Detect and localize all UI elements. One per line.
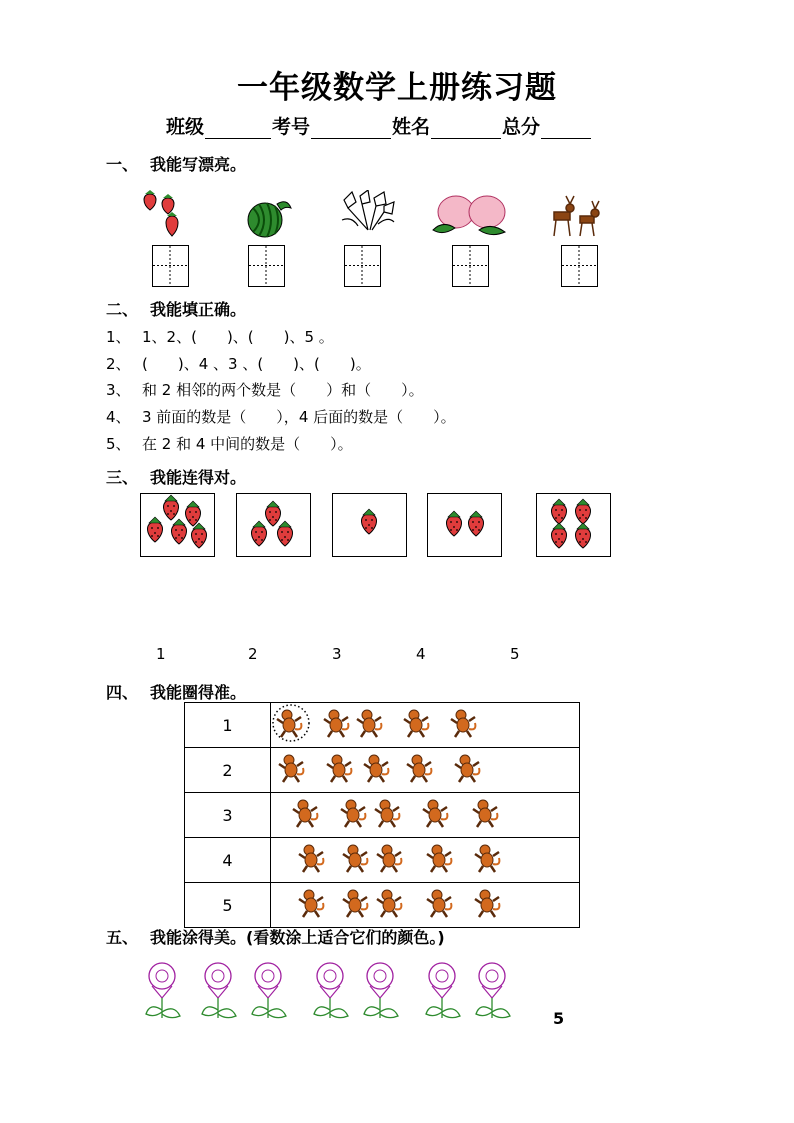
monkey-cell[interactable] bbox=[271, 838, 580, 883]
question-5 bbox=[106, 433, 353, 454]
question-text: ( )、4 、3 、( )、( )。 bbox=[142, 355, 371, 373]
monkey-icon bbox=[327, 755, 351, 782]
monkey-icon bbox=[427, 845, 451, 872]
flower-icon[interactable] bbox=[146, 963, 180, 1018]
monkey-icon bbox=[357, 710, 381, 737]
name-label: 姓名 bbox=[392, 116, 431, 138]
question-2 bbox=[106, 353, 371, 374]
monkey-icon bbox=[299, 890, 323, 917]
student-info-line bbox=[166, 112, 592, 139]
monkey-cell[interactable] bbox=[271, 703, 580, 748]
strawberry-icon bbox=[266, 501, 281, 526]
strawberry-icon bbox=[148, 517, 163, 542]
match-number[interactable]: 4 bbox=[416, 645, 426, 663]
question-1 bbox=[106, 326, 334, 347]
match-number[interactable]: 1 bbox=[156, 645, 166, 663]
monkey-icon bbox=[364, 755, 388, 782]
name-blank[interactable] bbox=[431, 118, 501, 139]
section-number: 四、 bbox=[106, 683, 139, 702]
strawberry-icon bbox=[552, 523, 567, 548]
row-number: 2 bbox=[185, 748, 271, 793]
strawberry-icon bbox=[166, 212, 178, 236]
match-box-4[interactable] bbox=[427, 493, 502, 557]
monkey-icon bbox=[343, 845, 367, 872]
table-row bbox=[185, 703, 580, 748]
score-label: 总分 bbox=[502, 116, 541, 138]
section-title: 我能填正确。 bbox=[150, 300, 247, 319]
monkey-icon bbox=[455, 755, 479, 782]
question-4 bbox=[106, 406, 456, 427]
strawberry-icon bbox=[186, 501, 201, 526]
exam-no-label: 考号 bbox=[272, 116, 311, 138]
section-2-heading bbox=[106, 297, 246, 320]
page-title: 一年级数学上册练习题 bbox=[237, 70, 557, 106]
flower-icon[interactable] bbox=[202, 963, 236, 1018]
deer-picture bbox=[546, 192, 606, 240]
strawberry-icon bbox=[164, 495, 179, 520]
monkey-icon bbox=[324, 710, 348, 737]
strawberry-icon bbox=[447, 511, 462, 536]
strawberry-icon bbox=[172, 519, 187, 544]
monkey-icon bbox=[341, 800, 365, 827]
strawberries-picture bbox=[138, 190, 186, 240]
monkey-icon bbox=[451, 710, 475, 737]
table-row bbox=[185, 838, 580, 883]
section-number: 二、 bbox=[106, 300, 139, 319]
watermelon-picture bbox=[245, 196, 295, 240]
question-text: 1、2、( )、( )、5 。 bbox=[142, 328, 334, 346]
monkey-icon bbox=[279, 755, 303, 782]
monkey-icon bbox=[277, 710, 301, 737]
flower-icon[interactable] bbox=[314, 963, 348, 1018]
question-text: 在 2 和 4 中间的数是（ ）。 bbox=[142, 435, 353, 453]
match-number[interactable]: 3 bbox=[332, 645, 342, 663]
section-title: 我能圈得准。 bbox=[150, 683, 247, 702]
strawberry-icon bbox=[278, 521, 293, 546]
circle-table bbox=[184, 702, 580, 928]
flower-icon[interactable] bbox=[252, 963, 286, 1018]
question-3 bbox=[106, 379, 424, 400]
question-number: 4、 bbox=[106, 408, 131, 426]
row-number: 1 bbox=[185, 703, 271, 748]
match-box-1[interactable] bbox=[140, 493, 215, 557]
question-number: 3、 bbox=[106, 381, 131, 399]
section-1-heading bbox=[106, 152, 246, 175]
strawberry-icon bbox=[192, 523, 207, 548]
question-text: 3 前面的数是（ ），4 后面的数是（ ）。 bbox=[142, 408, 456, 426]
color-task-number: 5 bbox=[553, 1009, 565, 1028]
monkey-cell[interactable] bbox=[271, 793, 580, 838]
class-label: 班级 bbox=[166, 116, 205, 138]
writing-box[interactable] bbox=[152, 245, 189, 287]
match-box-2[interactable] bbox=[236, 493, 311, 557]
monkey-icon bbox=[293, 800, 317, 827]
monkey-icon bbox=[343, 890, 367, 917]
exam-no-blank[interactable] bbox=[311, 118, 391, 139]
writing-box[interactable] bbox=[344, 245, 381, 287]
match-box-3[interactable] bbox=[332, 493, 407, 557]
strawberry-icon bbox=[252, 521, 267, 546]
monkey-icon bbox=[423, 800, 447, 827]
section-title: 我能涂得美。(看数涂上适合它们的颜色。) bbox=[150, 928, 445, 947]
strawberry-icon bbox=[576, 523, 591, 548]
match-number[interactable]: 2 bbox=[248, 645, 258, 663]
monkey-cell[interactable] bbox=[271, 883, 580, 928]
monkey-icon bbox=[375, 800, 399, 827]
flowers-row[interactable] bbox=[138, 962, 518, 1024]
flowers-picture bbox=[338, 190, 398, 238]
question-text: 和 2 相邻的两个数是（ ）和（ ）。 bbox=[142, 381, 424, 399]
monkey-icon bbox=[377, 845, 401, 872]
flower-icon[interactable] bbox=[476, 963, 510, 1018]
strawberry-icon bbox=[469, 511, 484, 536]
match-number[interactable]: 5 bbox=[510, 645, 520, 663]
monkey-icon bbox=[427, 890, 451, 917]
strawberry-icon bbox=[576, 499, 591, 524]
table-row bbox=[185, 883, 580, 928]
row-number: 3 bbox=[185, 793, 271, 838]
section-number: 五、 bbox=[106, 928, 139, 947]
section-4-heading bbox=[106, 680, 246, 703]
monkey-icon bbox=[377, 890, 401, 917]
writing-box[interactable] bbox=[452, 245, 489, 287]
strawberry-icon bbox=[162, 194, 174, 214]
monkey-icon bbox=[473, 800, 497, 827]
section-title: 我能连得对。 bbox=[150, 468, 247, 487]
question-number: 5、 bbox=[106, 435, 131, 453]
monkey-icon bbox=[407, 755, 431, 782]
monkey-icon bbox=[404, 710, 428, 737]
flower-icon[interactable] bbox=[426, 963, 460, 1018]
match-box-5[interactable] bbox=[536, 493, 611, 557]
class-blank[interactable] bbox=[205, 118, 271, 139]
table-row bbox=[185, 793, 580, 838]
monkey-icon bbox=[475, 845, 499, 872]
section-number: 三、 bbox=[106, 468, 139, 487]
peaches-picture bbox=[429, 190, 511, 240]
writing-box[interactable] bbox=[248, 245, 285, 287]
table-row bbox=[185, 748, 580, 793]
row-number: 5 bbox=[185, 883, 271, 928]
writing-box[interactable] bbox=[561, 245, 598, 287]
section-5-heading bbox=[106, 925, 445, 948]
strawberry-icon bbox=[362, 509, 377, 534]
monkey-icon bbox=[475, 890, 499, 917]
strawberry-icon bbox=[552, 499, 567, 524]
row-number: 4 bbox=[185, 838, 271, 883]
monkey-icon bbox=[299, 845, 323, 872]
section-title: 我能写漂亮。 bbox=[150, 155, 247, 174]
monkey-cell[interactable] bbox=[271, 748, 580, 793]
score-blank[interactable] bbox=[541, 118, 591, 139]
strawberry-icon bbox=[144, 190, 156, 210]
flower-icon[interactable] bbox=[364, 963, 398, 1018]
question-number: 2、 bbox=[106, 355, 131, 373]
section-number: 一、 bbox=[106, 155, 139, 174]
section-3-heading bbox=[106, 465, 246, 488]
question-number: 1、 bbox=[106, 328, 131, 346]
